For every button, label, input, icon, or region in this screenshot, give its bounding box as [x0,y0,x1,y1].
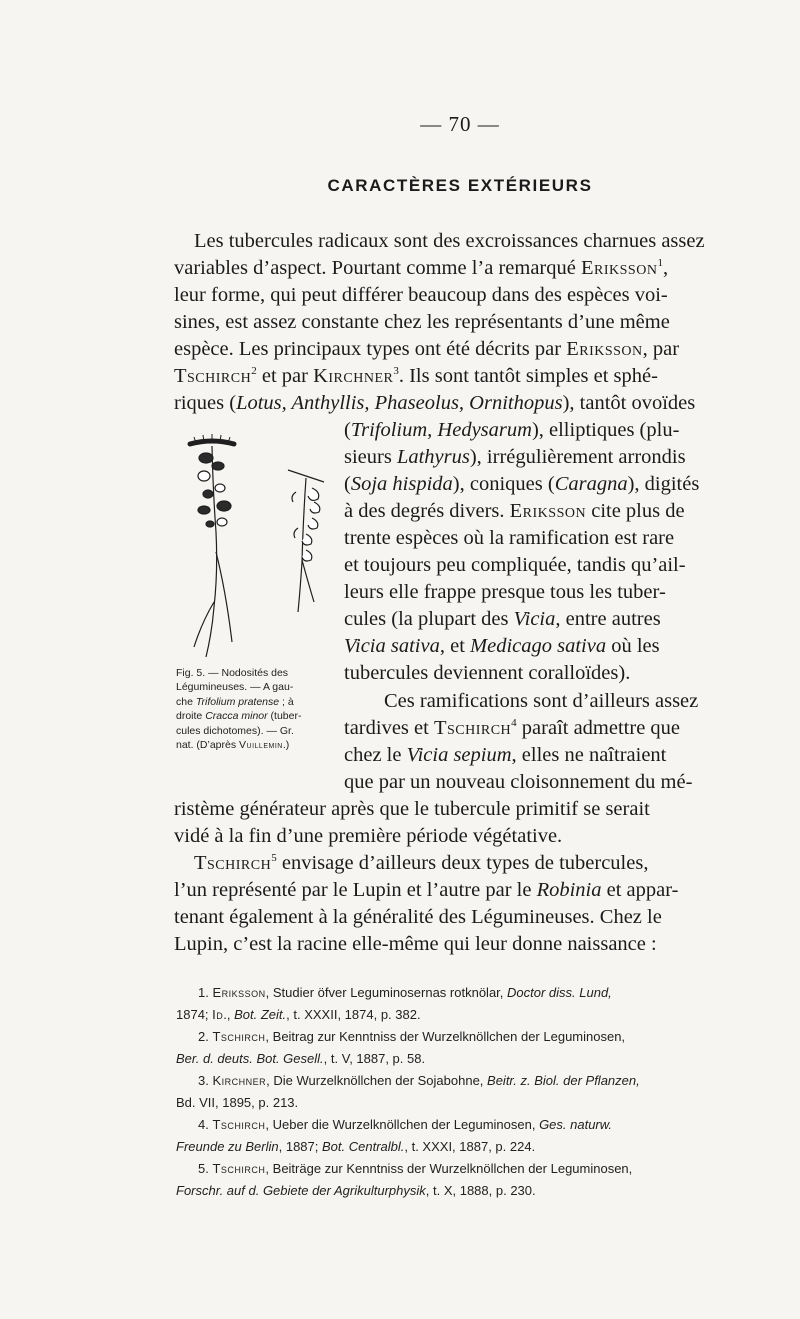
page-number: — 70 — [420,112,500,136]
text-line: Tschirch$^2$ et par Kirchner$^3$. Ils sont tantôt simples et sphé- [174,365,658,387]
cracca-minor-drawing [288,470,324,612]
text-line: (Trifolium, Hedysarum), elliptiques (plu- [344,419,680,441]
author-name: Eriksson [509,500,587,522]
caption-line: nat. (D’après Vuillemin.) [176,739,290,752]
text-line: (Soja hispida), coniques (Caragna), digités [344,473,700,495]
footnote-line: Freunde zu Berlin, 1887; Bot. Centralbl., t. XXXI, 1887, p. 224. [176,1139,536,1154]
footnote-line: Forschr. auf d. Gebiete der Agrikulturphysik, t. X, 1888, p. 230. [176,1183,536,1198]
text-line: leurs elle frappe presque tous les tuber- [344,581,666,603]
species-name: Cracca minor [205,710,268,723]
footnote-ref: 3 [393,365,399,378]
caption-line: Fig. 5. — Nodosités des [176,667,289,679]
species-name: Vicia sativa [344,635,440,657]
author-name: Vuillemin [239,739,283,752]
text-line: vidé à la fin d’une première période végétative. [174,825,563,847]
footnote-line: 5. Tschirch, Beiträge zur Kenntniss der Wurzelknöllchen der Leguminosen, [198,1161,633,1176]
footnote-line: 1. Eriksson, Studier öfver Leguminosernas rotknölar, Doctor diss. Lund, [198,985,612,1000]
text-line: à des degrés divers. Eriksson cite plus de [344,500,685,522]
text-line: leur forme, qui peut différer beaucoup dans des espèces voi- [174,284,668,306]
species-name: Caragna [554,473,628,495]
footnote-ref: 4 [511,717,517,730]
footnote-ref: 2 [251,365,257,378]
species-name: Trifolium, Hedysarum [350,419,532,441]
text-line: Vicia sativa, et Medicago sativa où les [344,635,660,657]
text-line: et toujours peu compliquée, tandis qu’ail- [344,554,686,576]
caption-line: che Trifolium pratense ; à [176,695,294,708]
figure-illustration [166,432,346,662]
footnote-ref: 5 [271,852,277,865]
species-name: Soja hispida [350,473,453,495]
text-line: espèce. Les principaux types ont été décrits par Eriksson, par [174,338,680,360]
text-line: Ces ramifications sont d’ailleurs assez [384,690,699,712]
text-line: variables d’aspect. Pourtant comme l’a remarqué Eriksson$^1$, [174,257,669,279]
footnote-ref: 1 [657,257,663,270]
species-name: Trifolium pratense [195,695,280,708]
footnote-line: 4. Tschirch, Ueber die Wurzelknöllchen der Leguminosen, Ges. naturw. [198,1117,613,1132]
section-heading: CARACTÈRES EXTÉRIEURS [327,176,593,195]
text-line: sieurs Lathyrus), irrégulièrement arrondis [344,446,686,468]
text-line: tubercules deviennent coralloïdes). [344,662,631,684]
species-name: Medicago sativa [470,635,607,657]
text-line: ristème générateur après que le tubercule primitif se serait [174,798,650,820]
text-line: tenant également à la généralité des Légumineuses. Chez le [174,906,662,928]
text-line: Lupin, c’est la racine elle-même qui leur donne naissance : [174,933,657,955]
caption-line: cules dichotomes). — Gr. [176,724,294,737]
footnote-line: 1874; Id., Bot. Zeit., t. XXXII, 1874, p. 382. [176,1007,421,1022]
author-name: Tschirch [433,717,512,739]
text-line: riques (Lotus, Anthyllis, Phaseolus, Ornithopus), tantôt ovoïdes [174,392,696,414]
text-line: Tschirch$^5$ envisage d’ailleurs deux types de tubercules, [194,852,649,874]
species-name: Lotus, Anthyllis, Phaseolus, Ornithopus [236,392,563,414]
species-name: Robinia [536,879,602,901]
footnote-line: Ber. d. deuts. Bot. Gesell., t. V, 1887, p. 58. [176,1051,426,1066]
author-name: Tschirch [174,365,252,387]
author-name: Tschirch [194,852,272,874]
footnote-line: 2. Tschirch, Beitrag zur Kenntniss der Wurzelknöllchen der Leguminosen, [198,1029,626,1044]
text-line: tardives et Tschirch$^4$ paraît admettre que [344,717,681,739]
text-line: que par un nouveau cloisonnement du mé- [344,771,693,793]
author-name: Eriksson [566,338,643,360]
figure-caption [176,666,344,752]
footnote-line: Bd. VII, 1895, p. 213. [176,1095,299,1110]
text-line: sines, est assez constante chez les représentants d’une même [174,311,670,333]
footnote-line: 3. Kirchner, Die Wurzelknöllchen der Sojabohne, Beitr. z. Biol. der Pflanzen, [198,1073,640,1088]
text-line: chez le Vicia sepium, elles ne naîtraient [344,744,667,766]
author-name: Kirchner [313,365,394,387]
footnotes [176,982,756,1202]
trifolium-pratense-drawing [190,434,234,657]
species-name: Vicia [513,608,556,630]
text-line: cules (la plupart des Vicia, entre autres [344,608,661,630]
caption-line: Légumineuses. — A gau- [176,681,294,694]
caption-line: droite Cracca minor (tuber- [176,710,302,723]
species-name: Lathyrus [396,446,470,468]
species-name: Vicia sepium [406,744,512,766]
author-name: Eriksson [581,257,658,279]
text-line: Les tubercules radicaux sont des excroissances charnues assez [194,230,705,252]
text-line: l’un représenté par le Lupin et l’autre par le Robinia et appar- [174,879,679,901]
text-line: trente espèces où la ramification est rare [344,527,675,549]
